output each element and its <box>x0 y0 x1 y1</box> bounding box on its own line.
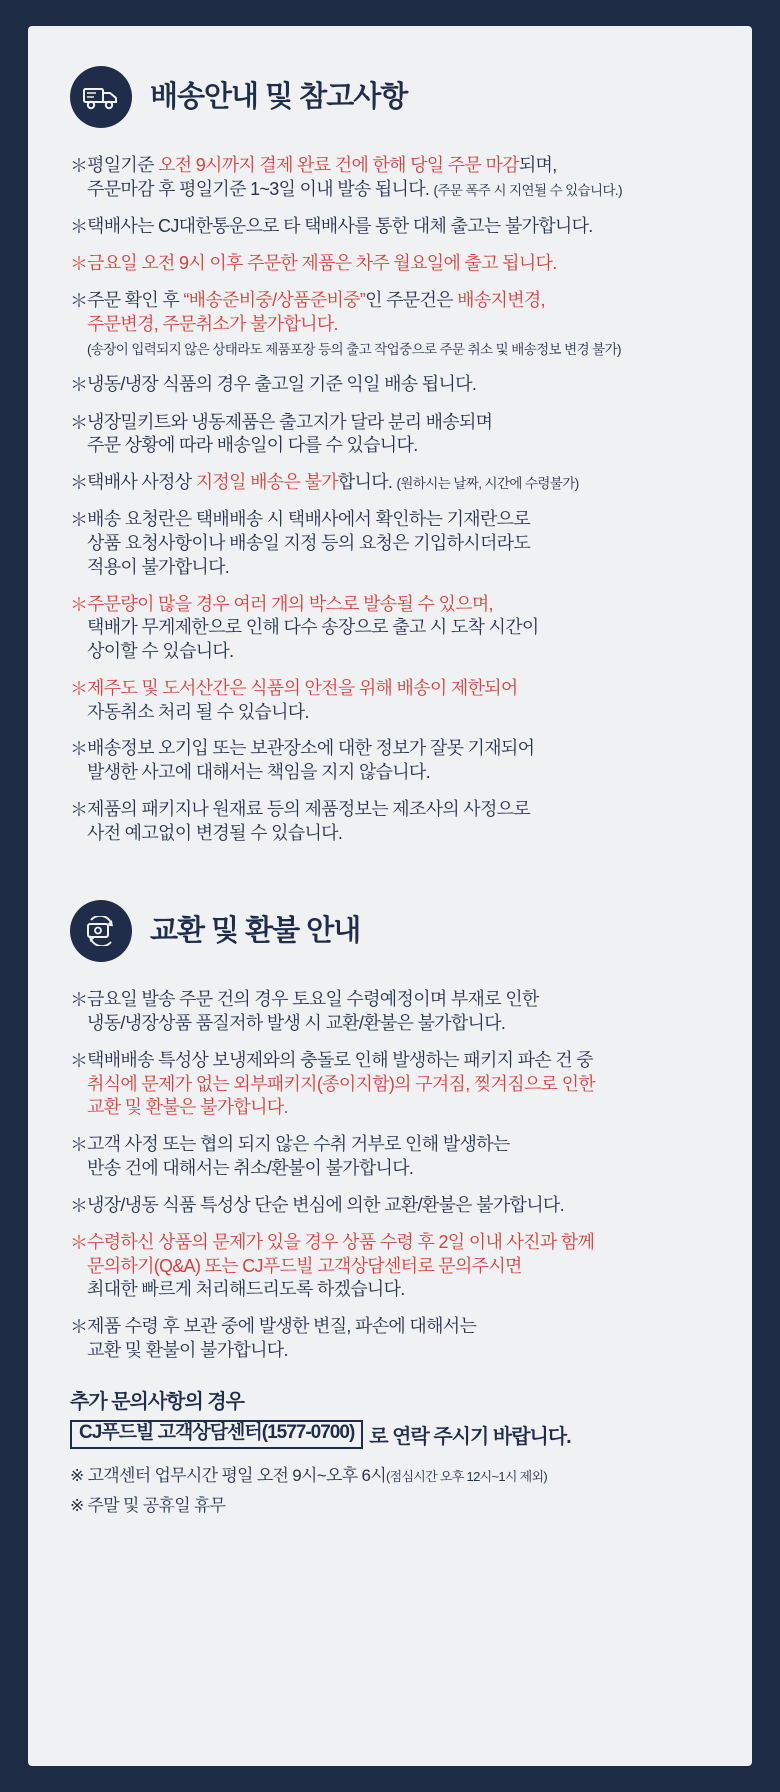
text-span: (원하시는 날짜, 시간에 수령불가) <box>396 476 579 492</box>
text-line <box>87 701 518 725</box>
note-mark-icon: ※ <box>70 1495 84 1515</box>
customer-center-badge: CJ푸드빌 고객상담센터(1577-0700) <box>70 1420 363 1449</box>
bullet-star-icon: ＊ <box>70 990 88 1011</box>
shipping-items-list <box>70 154 710 845</box>
list-item <box>70 373 710 397</box>
list-item-text <box>87 289 621 360</box>
bullet-star-icon: ＊ <box>70 1232 88 1253</box>
text-line <box>87 640 539 664</box>
text-line <box>87 988 539 1012</box>
list-item-text <box>87 1049 595 1120</box>
list-item <box>70 798 710 846</box>
text-span: 택배가 무게제한으로 인해 다수 송장으로 출고 시 도착 시간이 <box>87 617 539 638</box>
bullet-star-icon: ＊ <box>70 375 88 396</box>
text-span: 오전 9시까지 결제 완료 건에 한해 당일 주문 마감 <box>158 155 519 175</box>
list-item-text <box>87 215 593 239</box>
text-span: 되며, <box>518 155 557 175</box>
text-line <box>87 1096 595 1120</box>
text-span: 택배사 사정상 <box>87 472 196 493</box>
text-span: 주문변경, 주문취소가 불가합니다. <box>87 313 338 334</box>
text-span: 주문 확인 후 <box>87 290 184 311</box>
text-line <box>87 1278 594 1302</box>
list-item-text <box>87 154 622 202</box>
text-line <box>87 1231 594 1255</box>
text-span: “배송준비중/상품준비중” <box>183 290 366 311</box>
list-item-text <box>87 737 534 785</box>
text-span: 교환 및 환불이 불가합니다. <box>87 1339 288 1360</box>
bullet-star-icon: ＊ <box>70 1317 88 1338</box>
bullet-star-icon: ＊ <box>70 510 88 531</box>
list-item <box>70 593 710 664</box>
list-item <box>70 471 710 495</box>
list-item-text <box>87 1315 476 1363</box>
text-span: 제주도 및 도서산간은 식품의 안전을 위해 배송이 제한되어 <box>87 677 518 698</box>
text-span: (주문 폭주 시 지연될 수 있습니다.) <box>433 182 622 198</box>
text-line <box>87 373 476 397</box>
bullet-star-icon: ＊ <box>70 216 88 237</box>
text-span: 지정일 배송은 불가 <box>195 472 338 493</box>
bullet-star-icon: ＊ <box>70 678 88 699</box>
text-line <box>87 1073 595 1097</box>
list-item-text <box>87 508 530 579</box>
list-item-text <box>87 411 492 459</box>
text-line <box>87 761 534 785</box>
text-line <box>87 337 621 361</box>
text-line <box>87 677 518 701</box>
text-span: 택배배송 특성상 보냉제와의 충돌로 인해 발생하는 패키지 파손 건 중 <box>87 1049 593 1070</box>
text-line <box>87 1012 539 1036</box>
text-line <box>87 1255 594 1279</box>
text-line <box>87 798 530 822</box>
text-line <box>87 508 530 532</box>
text-span: 문의하기(Q&A) 또는 CJ푸드빌 고객상담센터로 문의주시면 <box>87 1255 522 1276</box>
text-span: 반송 건에 대해서는 취소/환불이 불가합니다. <box>87 1157 414 1178</box>
text-line <box>87 471 579 495</box>
list-item <box>70 289 710 360</box>
footer-note <box>70 1491 710 1516</box>
bullet-star-icon: ＊ <box>70 473 88 494</box>
text-line <box>87 434 492 458</box>
list-item-text <box>87 471 579 495</box>
list-item <box>70 154 710 202</box>
text-span: (송장이 입력되지 않은 상태라도 제품포장 등의 출고 작업중으로 주문 취소 및 배송정보 변경 불가) <box>87 341 621 357</box>
note-text: 고객센터 업무시간 평일 오전 9시~오후 6시 <box>87 1465 386 1485</box>
footer-notes <box>70 1461 710 1516</box>
text-span: 냉동/냉장상품 품질저하 발생 시 교환/환불은 불가합니다. <box>87 1013 506 1034</box>
bullet-star-icon: ＊ <box>70 1195 88 1216</box>
shipping-section-title: 배송안내 및 참고사항 <box>150 80 408 113</box>
text-span: 교환 및 환불은 불가합니다. <box>87 1097 288 1118</box>
text-span: 택배사는 CJ대한통운으로 타 택배사를 통한 대체 출고는 불가합니다. <box>87 215 593 236</box>
list-item <box>70 737 710 785</box>
text-span: 제품 수령 후 보관 중에 발생한 변질, 파손에 대해서는 <box>87 1316 477 1337</box>
text-line <box>87 822 530 846</box>
note-mark-icon: ※ <box>70 1465 84 1485</box>
text-span: 자동취소 처리 될 수 있습니다. <box>87 701 309 722</box>
text-line <box>87 252 557 276</box>
list-item <box>70 1133 710 1181</box>
list-item-text <box>87 988 539 1036</box>
list-item-text <box>87 252 557 276</box>
bullet-star-icon: ＊ <box>70 291 88 312</box>
list-item <box>70 1231 710 1302</box>
section-spacer <box>70 858 710 900</box>
shipping-section-header <box>70 66 710 128</box>
text-line <box>87 593 539 617</box>
text-span: 배송 요청란은 택배배송 시 택배사에서 확인하는 기재란으로 <box>87 509 531 530</box>
text-span: 최대한 빠르게 처리해드리도록 하겠습니다. <box>87 1279 405 1300</box>
list-item <box>70 1049 710 1120</box>
refund-items-list <box>70 988 710 1362</box>
bullet-star-icon: ＊ <box>70 156 88 176</box>
text-span: 수령하신 상품의 문제가 있을 경우 상품 수령 후 2일 이내 사진과 함께 <box>87 1231 595 1252</box>
list-item-text <box>87 593 539 664</box>
text-line <box>87 1157 510 1181</box>
text-line <box>87 411 492 435</box>
text-span: 상이할 수 있습니다. <box>87 641 234 662</box>
list-item <box>70 1194 710 1218</box>
text-line <box>87 556 530 580</box>
footer-title: 추가 문의사항의 경우 <box>70 1390 244 1413</box>
text-span: 배송정보 오기입 또는 보관장소에 대한 정보가 잘못 기재되어 <box>87 738 535 759</box>
text-span: 주문량이 많을 경우 여러 개의 박스로 발송될 수 있으며, <box>87 593 493 614</box>
list-item-text <box>87 1194 564 1218</box>
text-line <box>87 1339 476 1363</box>
text-line <box>87 154 622 178</box>
delivery-truck-icon <box>70 66 132 128</box>
list-item <box>70 677 710 725</box>
bullet-star-icon: ＊ <box>70 1135 88 1156</box>
text-line <box>87 289 621 313</box>
bullet-star-icon: ＊ <box>70 412 88 433</box>
note-text: 주말 및 공휴일 휴무 <box>87 1495 226 1515</box>
text-line <box>87 1049 595 1073</box>
text-line <box>87 616 539 640</box>
list-item <box>70 215 710 239</box>
bullet-star-icon: ＊ <box>70 253 88 274</box>
bullet-star-icon: ＊ <box>70 1050 88 1071</box>
text-line <box>87 178 622 202</box>
text-span: 고객 사정 또는 협의 되지 않은 수취 거부로 인해 발생하는 <box>87 1134 510 1155</box>
text-line <box>87 532 530 556</box>
list-item <box>70 508 710 579</box>
text-span: 적용이 불가합니다. <box>87 556 230 577</box>
text-span: 금요일 오전 9시 이후 주문한 제품은 차주 월요일에 출고 됩니다. <box>87 252 557 273</box>
list-item <box>70 252 710 276</box>
note-text-small: (점심시간 오후 12시~1시 제외) <box>385 1468 548 1484</box>
list-item-text <box>87 373 476 397</box>
text-line <box>87 1315 476 1339</box>
text-span: 주문마감 후 평일기준 1~3일 이내 발송 됩니다. <box>87 178 434 199</box>
text-span: 냉장/냉동 식품 특성상 단순 변심에 의한 교환/환불은 불가합니다. <box>87 1194 564 1215</box>
text-span: 냉장밀키트와 냉동제품은 출고지가 달라 분리 배송되며 <box>87 411 493 432</box>
refund-section-header <box>70 900 710 962</box>
text-span: 평일기준 <box>87 155 159 175</box>
text-span: 발생한 사고에 대해서는 책임을 지지 않습니다. <box>87 762 430 783</box>
list-item <box>70 1315 710 1363</box>
list-item-text <box>87 1231 594 1302</box>
refund-section-title: 교환 및 환불 안내 <box>150 914 361 947</box>
text-span: 인 주문건은 <box>365 290 458 311</box>
text-line <box>87 313 621 337</box>
list-item-text <box>87 1133 510 1181</box>
text-span: 합니다. <box>337 472 397 493</box>
footer-note <box>70 1461 710 1486</box>
list-item-text <box>87 798 530 846</box>
info-card <box>28 26 752 1766</box>
text-span: 주문 상황에 따라 배송일이 다를 수 있습니다. <box>87 435 418 456</box>
text-span: 상품 요청사항이나 배송일 지정 등의 요청은 기입하시더라도 <box>87 533 531 554</box>
exchange-refund-icon <box>70 900 132 962</box>
bullet-star-icon: ＊ <box>70 799 88 820</box>
list-item <box>70 411 710 459</box>
text-span: 금요일 발송 주문 건의 경우 토요일 수령예정이며 부재로 인한 <box>87 989 539 1010</box>
bullet-star-icon: ＊ <box>70 594 88 615</box>
text-span: 배송지변경, <box>457 290 545 311</box>
text-span: 제품의 패키지나 원재료 등의 제품정보는 제조사의 사정으로 <box>87 798 531 819</box>
text-line <box>87 737 534 761</box>
text-line <box>87 215 593 239</box>
text-line <box>87 1194 564 1218</box>
text-span: 냉동/냉장 식품의 경우 출고일 기준 익일 배송 됩니다. <box>87 374 477 395</box>
list-item-text <box>87 677 518 725</box>
text-span: 취식에 문제가 없는 외부패키지(종이지함)의 구겨짐, 찢겨짐으로 인한 <box>87 1073 595 1094</box>
bullet-star-icon: ＊ <box>70 739 88 760</box>
contact-line <box>70 1420 710 1449</box>
list-item <box>70 988 710 1036</box>
text-span: 사전 예고없이 변경될 수 있습니다. <box>87 822 343 843</box>
text-line <box>87 1133 510 1157</box>
contact-line-suffix: 로 연락 주시기 바랍니다. <box>369 1425 571 1448</box>
footer-block <box>70 1385 710 1516</box>
